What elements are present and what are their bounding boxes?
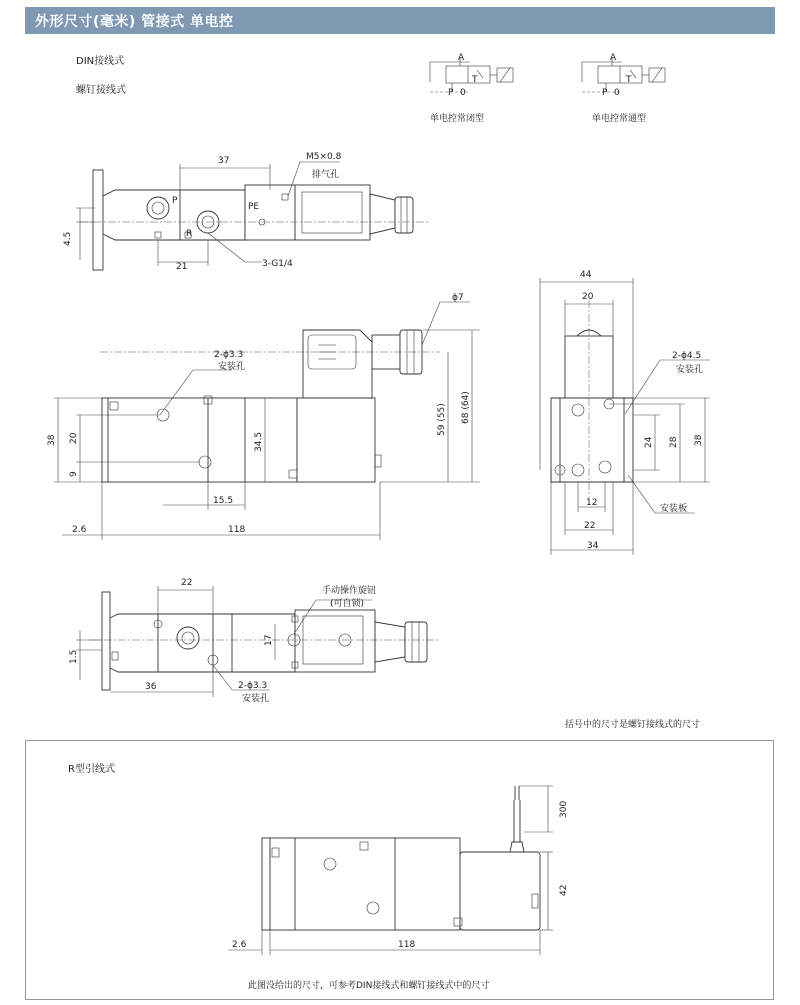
dim-118: 118 <box>228 525 246 535</box>
side-dim-24: 24 <box>644 436 654 448</box>
nc-port-t: T <box>472 75 478 85</box>
dim-phi7: ϕ7 <box>452 293 464 303</box>
front-view <box>54 302 480 540</box>
manual-knob-label: 手动操作旋钮 <box>322 586 377 596</box>
r-type-label: R型引线式 <box>68 764 115 775</box>
dim-4-5: 4.5 <box>63 231 73 246</box>
port-pe: PE <box>248 202 260 212</box>
dim-34-5: 34.5 <box>254 431 264 452</box>
bottom-mount-label: 安装孔 <box>242 694 270 704</box>
dim-38: 38 <box>47 434 57 446</box>
dim-37: 37 <box>218 156 230 166</box>
no-port-o: 0 <box>614 88 620 98</box>
dim-59: 59 (55) <box>437 403 447 436</box>
r-dim-42: 42 <box>559 884 569 896</box>
din-wiring-label: DIN接线式 <box>76 56 125 67</box>
side-mount-holes: 2-ϕ4.5 <box>672 351 702 361</box>
no-port-p: P <box>602 88 608 98</box>
no-port-t: T <box>626 75 632 85</box>
exhaust-label: 排气孔 <box>312 170 340 180</box>
side-dim-38: 38 <box>694 434 704 446</box>
m5-label: M5×0.8 <box>306 152 342 162</box>
r-type-note: 此图没给出的尺寸，可参考DIN接线式和螺钉接线式中的尺寸 <box>248 981 490 991</box>
dim-20: 20 <box>69 432 79 444</box>
r-dim-118: 118 <box>398 940 416 950</box>
bottom-dim-22: 22 <box>181 578 193 588</box>
no-port-a: A <box>610 53 617 63</box>
dim-9: 9 <box>69 471 79 477</box>
no-caption: 单电控常通型 <box>592 114 647 124</box>
screw-wiring-label: 螺钉接线式 <box>76 85 126 96</box>
side-mount-label: 安装孔 <box>676 365 704 375</box>
r-dim-2-6: 2.6 <box>232 940 247 950</box>
port-r: R <box>186 229 193 239</box>
side-dim-12: 12 <box>586 498 598 508</box>
top-view <box>76 162 430 270</box>
side-dim-44: 44 <box>580 270 592 280</box>
bottom-dim-1-5: 1.5 <box>69 649 79 664</box>
mount-holes-3-3: 2-ϕ3.3 <box>214 350 244 360</box>
g14-label: 3-G1/4 <box>262 259 293 269</box>
symbol-normally-open <box>582 53 665 98</box>
side-dim-34: 34 <box>587 541 599 551</box>
side-dim-22: 22 <box>584 521 596 531</box>
port-p: P <box>172 196 178 206</box>
r-dim-300: 300 <box>559 800 569 818</box>
symbol-normally-closed <box>430 53 513 98</box>
nc-port-o: 0 <box>460 88 466 98</box>
side-dim-28: 28 <box>669 436 679 448</box>
side-dim-20: 20 <box>582 292 594 302</box>
mount-plate-label: 安装板 <box>660 504 688 514</box>
bottom-dim-36: 36 <box>145 682 157 692</box>
nc-port-p: P <box>448 88 454 98</box>
r-type-view <box>228 786 553 955</box>
section-title: 外形尺寸(毫米) 管接式 单电控 <box>35 14 234 30</box>
dim-21: 21 <box>176 262 188 272</box>
mount-label: 安装孔 <box>218 362 246 372</box>
nc-port-a: A <box>458 53 465 63</box>
dim-2-6: 2.6 <box>72 525 87 535</box>
nc-caption: 单电控常闭型 <box>430 114 485 124</box>
dim-68: 68 (64) <box>461 391 471 424</box>
dim-15-5: 15.5 <box>213 496 234 506</box>
bottom-dim-17: 17 <box>264 634 274 646</box>
lockable-label: (可自锁) <box>330 599 365 609</box>
bottom-mount-holes: 2-ϕ3.3 <box>238 681 268 691</box>
bracket-note: 括号中的尺寸是螺钉接线式的尺寸 <box>565 720 701 730</box>
